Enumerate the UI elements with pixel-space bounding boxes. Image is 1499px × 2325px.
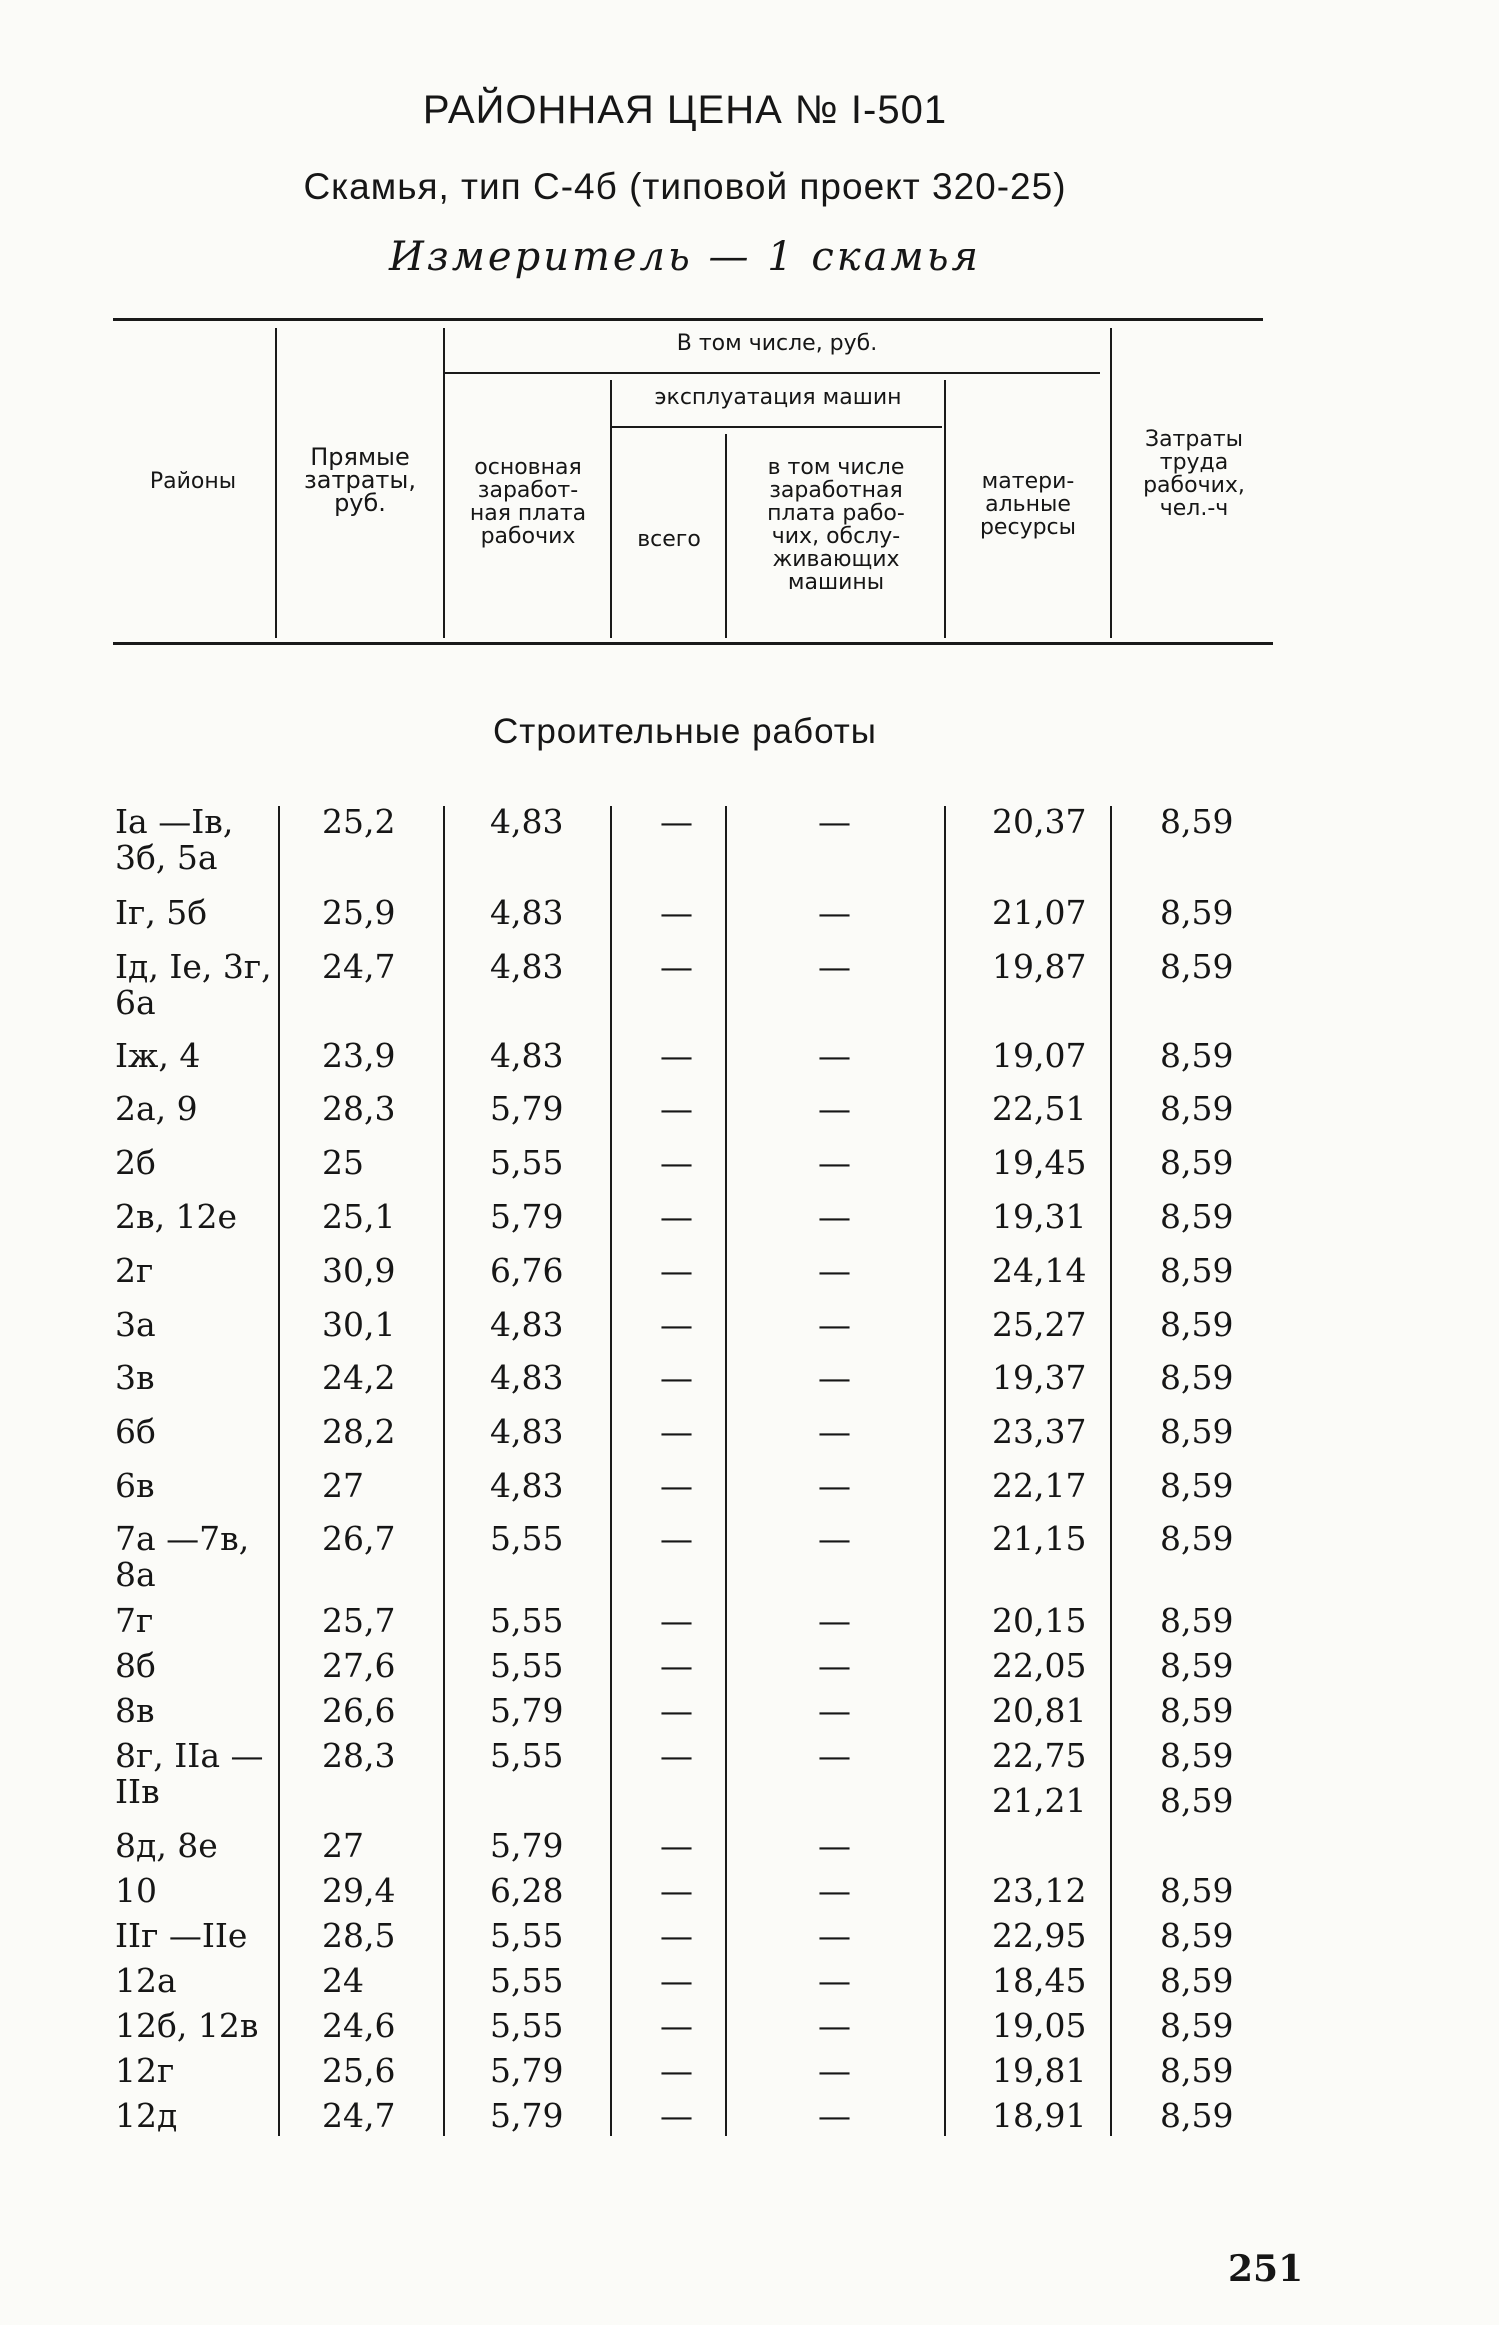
- row-machines-total: —: [660, 1412, 693, 1451]
- row-machine-wages: —: [818, 2051, 851, 2090]
- row-machine-wages: —: [818, 1358, 851, 1397]
- row-machine-wages: —: [818, 802, 851, 841]
- row-direct-cost: 25,1: [322, 1197, 396, 1236]
- row-materials: 22,95: [992, 1916, 1087, 1955]
- row-machine-wages: —: [818, 1646, 851, 1685]
- section-title: Строительные работы: [493, 712, 877, 751]
- row-machines-total: —: [660, 1466, 693, 1505]
- header-machine-wages: в том числе заработная плата рабо- чих, обслу- живающих машины: [767, 455, 905, 595]
- row-labor: 8,59: [1160, 947, 1234, 986]
- row-wages: 5,55: [490, 1519, 564, 1558]
- header-wages: основная заработ- ная плата рабочих: [469, 455, 587, 549]
- row-region: 2а, 9: [115, 1089, 198, 1128]
- row-machines-total: —: [660, 1961, 693, 2000]
- row-machines-total: —: [660, 1916, 693, 1955]
- row-materials: 19,31: [992, 1197, 1087, 1236]
- row-machines-total: —: [660, 1143, 693, 1182]
- row-materials-extra: 21,21: [992, 1781, 1087, 1820]
- row-direct-cost: 25,2: [322, 802, 396, 841]
- row-labor: 8,59: [1160, 1358, 1234, 1397]
- row-region: 10: [115, 1871, 157, 1910]
- row-materials: 19,81: [992, 2051, 1087, 2090]
- row-direct-cost: 26,7: [322, 1519, 396, 1558]
- row-region: IIг —IIе: [115, 1916, 248, 1955]
- row-labor: 8,59: [1160, 2051, 1234, 2090]
- row-labor: 8,59: [1160, 1466, 1234, 1505]
- row-direct-cost: 27: [322, 1466, 364, 1505]
- row-region: 6в: [115, 1466, 155, 1505]
- row-machine-wages: —: [818, 1036, 851, 1075]
- row-labor: 8,59: [1160, 1305, 1234, 1344]
- row-wages: 4,83: [490, 947, 564, 986]
- row-machines-total: —: [660, 1871, 693, 1910]
- row-materials: 25,27: [992, 1305, 1087, 1344]
- row-machines-total: —: [660, 2096, 693, 2135]
- row-wages: 5,79: [490, 1089, 564, 1128]
- row-machine-wages: —: [818, 2096, 851, 2135]
- row-direct-cost: 24,2: [322, 1358, 396, 1397]
- row-direct-cost: 25,9: [322, 893, 396, 932]
- row-direct-cost: 28,2: [322, 1412, 396, 1451]
- row-direct-cost: 29,4: [322, 1871, 396, 1910]
- row-region: 3б, 5а: [115, 838, 218, 877]
- row-labor: 8,59: [1160, 1601, 1234, 1640]
- row-labor: 8,59: [1160, 1961, 1234, 2000]
- row-region: 8в: [115, 1691, 155, 1730]
- row-machine-wages: —: [818, 1826, 851, 1865]
- body-vline-6: [1110, 806, 1112, 2136]
- header-regions: Районы: [149, 469, 237, 494]
- row-region: 12а: [115, 1961, 177, 2000]
- page-title: РАЙОННАЯ ЦЕНА № I-501: [422, 88, 948, 132]
- row-region: 2б: [115, 1143, 156, 1182]
- row-region: Iг, 5б: [115, 893, 208, 932]
- header-vline-6: [1110, 328, 1112, 638]
- row-machines-total: —: [660, 1601, 693, 1640]
- row-labor: 8,59: [1160, 1519, 1234, 1558]
- row-direct-cost: 28,3: [322, 1089, 396, 1128]
- row-labor: 8,59: [1160, 802, 1234, 841]
- row-direct-cost: 30,1: [322, 1305, 396, 1344]
- row-machines-total: —: [660, 2051, 693, 2090]
- row-machines-total: —: [660, 1736, 693, 1775]
- row-machines-total: —: [660, 1358, 693, 1397]
- row-direct-cost: 26,6: [322, 1691, 396, 1730]
- row-region: 12б, 12в: [115, 2006, 259, 2045]
- row-region: 7а —7в,: [115, 1519, 250, 1558]
- body-vline-1: [278, 806, 280, 2136]
- page-subtitle: Скамья, тип С-4б (типовой проект 320-25): [303, 166, 1067, 207]
- row-labor: 8,59: [1160, 1251, 1234, 1290]
- row-materials: 19,45: [992, 1143, 1087, 1182]
- row-wages: 5,79: [490, 1197, 564, 1236]
- header-total: всего: [637, 527, 701, 552]
- row-materials: 23,37: [992, 1412, 1087, 1451]
- row-machine-wages: —: [818, 1871, 851, 1910]
- row-wages: 5,55: [490, 1961, 564, 2000]
- header-vline-5: [944, 380, 946, 638]
- body-vline-2: [443, 806, 445, 2136]
- row-wages: 6,28: [490, 1871, 564, 1910]
- row-direct-cost: 24,6: [322, 2006, 396, 2045]
- row-machine-wages: —: [818, 1412, 851, 1451]
- row-materials: 22,75: [992, 1736, 1087, 1775]
- row-machines-total: —: [660, 1305, 693, 1344]
- row-machine-wages: —: [818, 2006, 851, 2045]
- row-labor: 8,59: [1160, 1691, 1234, 1730]
- row-direct-cost: 28,3: [322, 1736, 396, 1775]
- row-labor-extra: 8,59: [1160, 1781, 1234, 1820]
- row-wages: 5,79: [490, 2096, 564, 2135]
- row-machines-total: —: [660, 1826, 693, 1865]
- row-region: 6а: [115, 983, 156, 1022]
- header-including: В том числе, руб.: [676, 331, 878, 356]
- row-materials: 22,51: [992, 1089, 1087, 1128]
- row-machine-wages: —: [818, 893, 851, 932]
- header-top-rule: [113, 318, 1263, 321]
- row-machine-wages: —: [818, 1197, 851, 1236]
- row-machine-wages: —: [818, 1466, 851, 1505]
- row-region: 8г, IIа —: [115, 1736, 264, 1775]
- row-wages: 5,79: [490, 1826, 564, 1865]
- row-wages: 5,55: [490, 1916, 564, 1955]
- row-direct-cost: 27,6: [322, 1646, 396, 1685]
- row-wages: 5,55: [490, 1736, 564, 1775]
- row-materials: 21,15: [992, 1519, 1087, 1558]
- header-direct: Прямые затраты, руб.: [304, 443, 416, 517]
- header-vline-1: [275, 328, 277, 638]
- row-wages: 6,76: [490, 1251, 564, 1290]
- row-machines-total: —: [660, 893, 693, 932]
- row-region: 8д, 8е: [115, 1826, 218, 1865]
- row-machine-wages: —: [818, 1736, 851, 1775]
- row-machine-wages: —: [818, 1251, 851, 1290]
- row-direct-cost: 24,7: [322, 2096, 396, 2135]
- row-materials: 24,14: [992, 1251, 1087, 1290]
- including-rule: [445, 372, 1100, 374]
- row-labor: 8,59: [1160, 1089, 1234, 1128]
- row-direct-cost: 30,9: [322, 1251, 396, 1290]
- row-machine-wages: —: [818, 1961, 851, 2000]
- row-machine-wages: —: [818, 1916, 851, 1955]
- row-labor: 8,59: [1160, 1143, 1234, 1182]
- row-direct-cost: 28,5: [322, 1916, 396, 1955]
- row-direct-cost: 24: [322, 1961, 364, 2000]
- row-machine-wages: —: [818, 1601, 851, 1640]
- row-wages: 5,79: [490, 2051, 564, 2090]
- row-materials: 22,05: [992, 1646, 1087, 1685]
- row-materials: 19,87: [992, 947, 1087, 986]
- row-region: 12г: [115, 2051, 175, 2090]
- row-direct-cost: 25: [322, 1143, 364, 1182]
- row-wages: 5,55: [490, 2006, 564, 2045]
- header-machines: эксплуатация машин: [654, 385, 902, 410]
- row-wages: 5,55: [490, 1601, 564, 1640]
- row-region: 8а: [115, 1555, 156, 1594]
- row-machines-total: —: [660, 1646, 693, 1685]
- row-materials: 22,17: [992, 1466, 1087, 1505]
- row-machines-total: —: [660, 802, 693, 841]
- measure-unit: Измеритель — 1 скамья: [389, 234, 981, 280]
- body-vline-3: [610, 806, 612, 2136]
- header-labor: Затраты труда рабочих, чел.-ч: [1143, 427, 1245, 521]
- row-materials: 23,12: [992, 1871, 1087, 1910]
- row-labor: 8,59: [1160, 1736, 1234, 1775]
- row-region: 8б: [115, 1646, 156, 1685]
- row-materials: 20,37: [992, 802, 1087, 841]
- row-machine-wages: —: [818, 1519, 851, 1558]
- row-wages: 5,79: [490, 1691, 564, 1730]
- body-vline-5: [944, 806, 946, 2136]
- row-labor: 8,59: [1160, 1916, 1234, 1955]
- header-vline-3: [610, 380, 612, 638]
- row-region: Iд, Iе, 3г,: [115, 947, 272, 986]
- row-materials: 18,91: [992, 2096, 1087, 2135]
- header-bottom-rule: [113, 642, 1273, 645]
- row-machine-wages: —: [818, 947, 851, 986]
- row-direct-cost: 25,7: [322, 1601, 396, 1640]
- page-number: 251: [1228, 2248, 1304, 2290]
- row-direct-cost: 27: [322, 1826, 364, 1865]
- row-machine-wages: —: [818, 1143, 851, 1182]
- row-wages: 4,83: [490, 802, 564, 841]
- row-machines-total: —: [660, 2006, 693, 2045]
- header-vline-4: [725, 434, 727, 638]
- row-wages: 4,83: [490, 893, 564, 932]
- row-machine-wages: —: [818, 1305, 851, 1344]
- row-region: 6б: [115, 1412, 156, 1451]
- row-machines-total: —: [660, 1691, 693, 1730]
- row-region: Iа —Iв,: [115, 802, 234, 841]
- row-machines-total: —: [660, 1089, 693, 1128]
- row-labor: 8,59: [1160, 2006, 1234, 2045]
- row-labor: 8,59: [1160, 893, 1234, 932]
- row-region: 7г: [115, 1601, 154, 1640]
- row-machines-total: —: [660, 1036, 693, 1075]
- row-labor: 8,59: [1160, 1646, 1234, 1685]
- row-region: 2в, 12е: [115, 1197, 238, 1236]
- row-labor: 8,59: [1160, 1871, 1234, 1910]
- row-region: 2г: [115, 1251, 154, 1290]
- row-materials: 19,05: [992, 2006, 1087, 2045]
- row-materials: 20,15: [992, 1601, 1087, 1640]
- header-materials: матери- альные ресурсы: [979, 469, 1077, 540]
- row-region: IIв: [115, 1772, 160, 1811]
- row-machines-total: —: [660, 1197, 693, 1236]
- row-region: 3в: [115, 1358, 155, 1397]
- row-labor: 8,59: [1160, 1197, 1234, 1236]
- row-wages: 4,83: [490, 1412, 564, 1451]
- row-wages: 5,55: [490, 1143, 564, 1182]
- machines-rule: [612, 426, 942, 428]
- row-machine-wages: —: [818, 1691, 851, 1730]
- header-vline-2: [443, 328, 445, 638]
- row-machines-total: —: [660, 947, 693, 986]
- row-direct-cost: 24,7: [322, 947, 396, 986]
- row-machines-total: —: [660, 1251, 693, 1290]
- row-direct-cost: 23,9: [322, 1036, 396, 1075]
- row-wages: 4,83: [490, 1466, 564, 1505]
- row-materials: 20,81: [992, 1691, 1087, 1730]
- row-wages: 4,83: [490, 1305, 564, 1344]
- row-region: 12д: [115, 2096, 178, 2135]
- row-machine-wages: —: [818, 1089, 851, 1128]
- row-region: Iж, 4: [115, 1036, 201, 1075]
- row-materials: 19,37: [992, 1358, 1087, 1397]
- row-materials: 21,07: [992, 893, 1087, 932]
- row-materials: 19,07: [992, 1036, 1087, 1075]
- row-region: 3а: [115, 1305, 156, 1344]
- row-materials: 18,45: [992, 1961, 1087, 2000]
- row-machines-total: —: [660, 1519, 693, 1558]
- row-direct-cost: 25,6: [322, 2051, 396, 2090]
- row-wages: 4,83: [490, 1358, 564, 1397]
- body-vline-4: [725, 806, 727, 2136]
- row-wages: 5,55: [490, 1646, 564, 1685]
- row-wages: 4,83: [490, 1036, 564, 1075]
- row-labor: 8,59: [1160, 2096, 1234, 2135]
- row-labor: 8,59: [1160, 1036, 1234, 1075]
- row-labor: 8,59: [1160, 1412, 1234, 1451]
